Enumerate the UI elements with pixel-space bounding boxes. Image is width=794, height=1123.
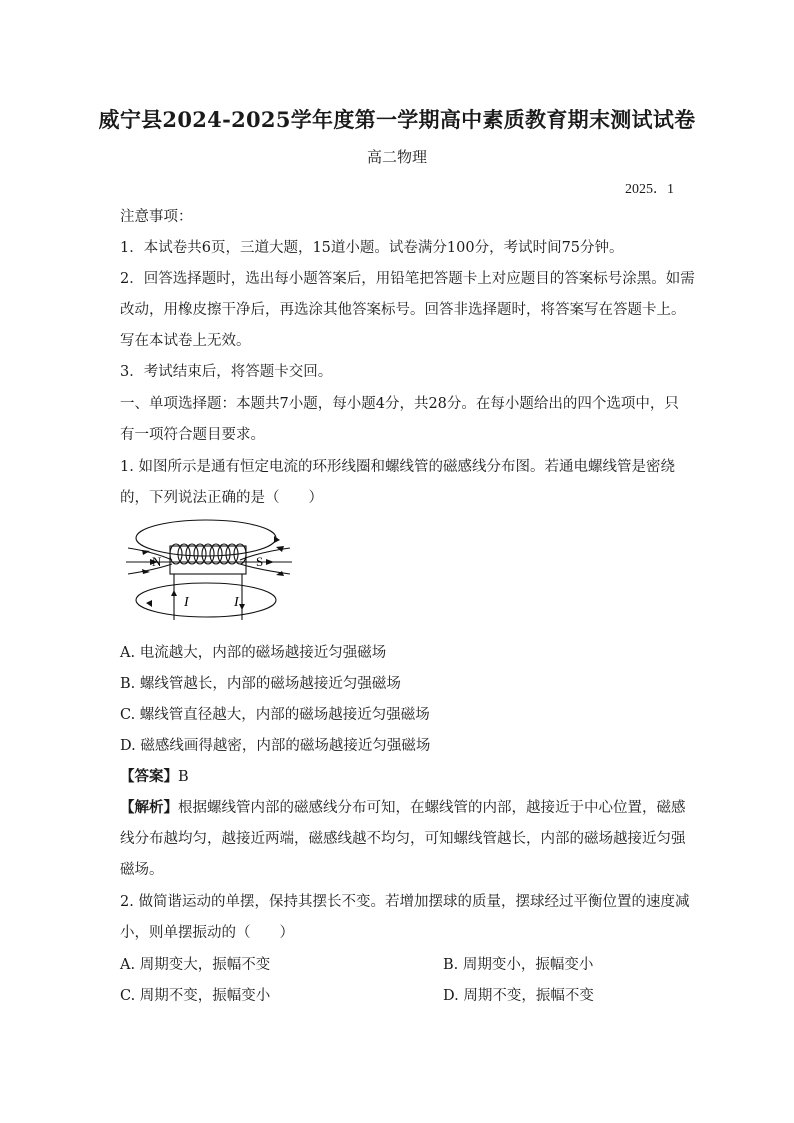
q2-stem-line-1: 2. 做简谐运动的单摆，保持其摆长不变。若增加摆球的质量，摆球经过平衡位置的速度减: [120, 894, 690, 910]
current-arrow-down: [239, 604, 245, 610]
q2-option-c: C. 周期不变，振幅变小: [120, 988, 271, 1004]
notes-heading: 注意事项：: [120, 209, 193, 225]
q1-option-c: C. 螺线管直径越大，内部的磁场越接近匀强磁场: [120, 707, 430, 723]
q1-analysis-line-2: 线分布越均匀，越接近两端，磁感线越不均匀，可知螺线管越长，内部的磁场越接近匀强: [120, 831, 686, 847]
note-1: 1．本试卷共6页，三道大题，15道小题。试卷满分100分，考试时间75分钟。: [120, 240, 624, 256]
q1-analysis-line-3: 磁场。: [120, 862, 164, 878]
q2-stem-line-2: 小，则单摆振动的（ ）: [120, 925, 294, 941]
q1-answer: [120, 767, 680, 787]
q2-option-b: B. 周期变小，振幅变小: [443, 957, 594, 973]
field-arrow: [266, 559, 274, 565]
current-arrow-up: [171, 590, 177, 596]
field-arrow: [274, 536, 280, 543]
analysis-text-1: 根据螺线管内部的磁感线分布可知，在螺线管的内部，越接近于中心位置，磁感: [178, 800, 686, 816]
note-2-line-1: 2．回答选择题时，选出每小题答案后，用铅笔把答题卡上对应题目的答案标号涂黑。如需: [120, 271, 695, 287]
field-arrow: [146, 600, 152, 607]
q1-option-a: A. 电流越大，内部的磁场越接近匀强磁场: [120, 645, 387, 661]
current-label-left: I: [184, 595, 189, 610]
exam-subject: 高二物理: [366, 148, 427, 166]
section-1-line-2: 有一项符合题目要求。: [120, 427, 265, 443]
north-pole-label: N: [152, 554, 162, 569]
bottom-field-loop: [136, 583, 276, 617]
q1-option-b: B. 螺线管越长，内部的磁场越接近匀强磁场: [120, 676, 401, 692]
answer-label: 【答案】: [120, 768, 178, 785]
note-2-line-2: 改动，用橡皮擦干净后，再选涂其他答案标号。回答非选择题时，将答案写在答题卡上。: [120, 302, 686, 318]
field-arrow: [276, 546, 284, 552]
current-label-right: I: [234, 595, 239, 610]
q2-option-d: D. 周期不变，振幅不变: [443, 988, 594, 1004]
q2-option-a: A. 周期变大，振幅不变: [120, 957, 271, 973]
q1-analysis-line-1: [120, 798, 686, 818]
exam-date: 2025．1: [625, 182, 674, 197]
answer-value: B: [178, 769, 189, 785]
q1-stem-line-1: 1. 如图所示是通有恒定电流的环形线圈和螺线管的磁感线分布图。若通电螺线管是密绕: [120, 459, 675, 475]
analysis-label: 【解析】: [120, 799, 178, 816]
south-pole-label: S: [256, 554, 264, 569]
q1-option-d: D. 磁感线画得越密，内部的磁场越接近匀强磁场: [120, 738, 431, 754]
q1-stem-line-2: 的，下列说法正确的是（ ）: [120, 490, 323, 506]
section-1-line-1: 一、单项选择题：本题共7小题，每小题4分，共28分。在每小题给出的四个选项中，只: [120, 396, 679, 412]
note-2-line-3: 写在本试卷上无效。: [120, 333, 251, 349]
exam-title: 威宁县2024-2025学年度第一学期高中素质教育期末测试试卷: [98, 107, 696, 132]
solenoid-field-figure: [124, 516, 304, 624]
note-3: 3．考试结束后，将答题卡交回。: [120, 364, 333, 380]
